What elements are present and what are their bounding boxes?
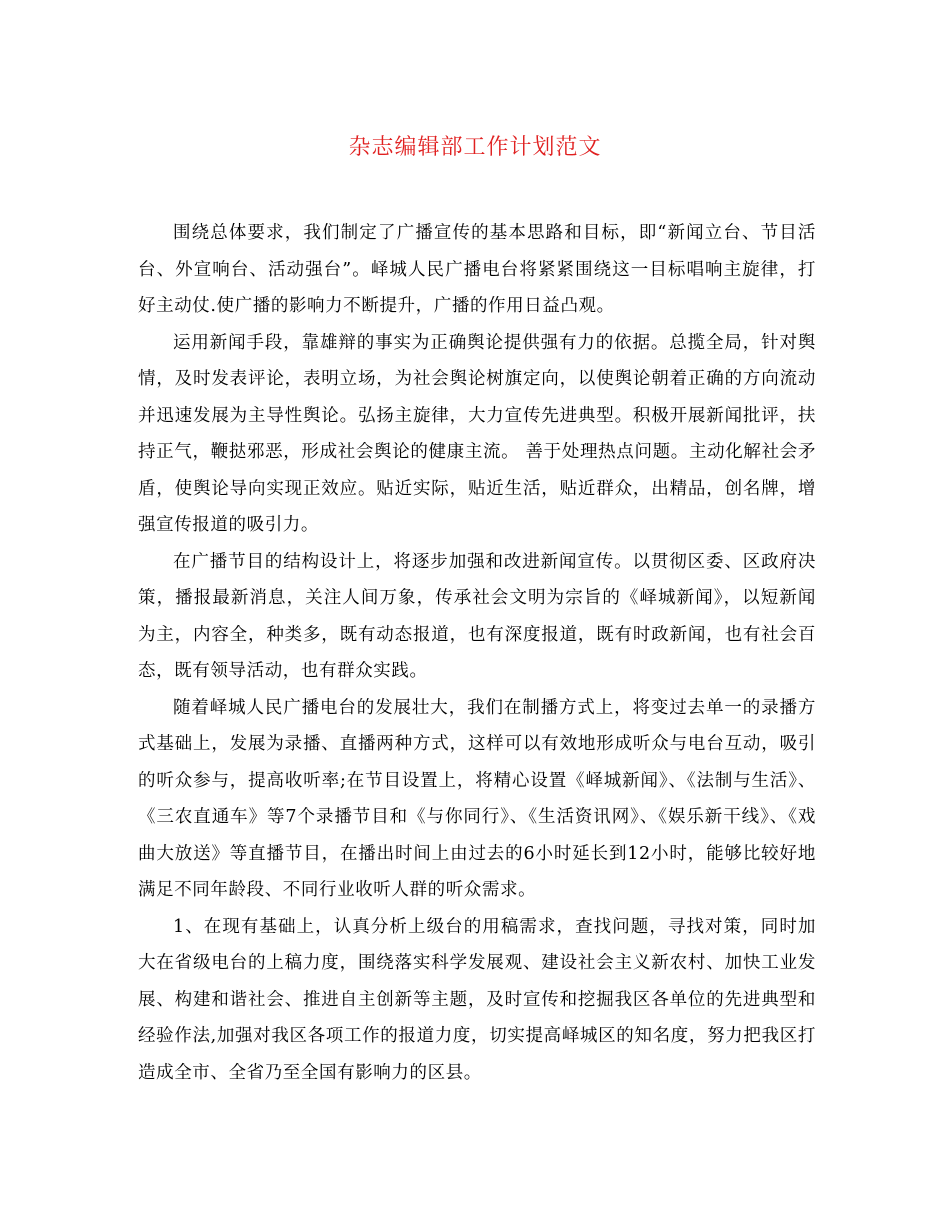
document-title: 杂志编辑部工作计划范文 [348,135,602,160]
paragraph-4: 随着峄城人民广播电台的发展壮大，我们在制播方式上，将变过去单一的录播方式基础上，发展为录播、直播两种方式，这样可以有效地形成听众与电台互动，吸引的听众参与，提高收听率;在节目设置上，将精心设置《峄城新闻》、《法制与生活》、《三农直通车》等7个录播节目和《与你同行》、《生活资讯网》、《娱乐新干线》、《戏曲大放送》等直播节目，在播出时间上由过去的6小时延长到12小时，能够比较好地满足不同年龄段、不同行业收听人群的听众需求。 [138,697,816,900]
paragraph-5: 1、在现有基础上，认真分析上级台的用稿需求，查找问题，寻找对策，同时加大在省级电台的上稿力度，围绕落实科学发展观、建设社会主义新农村、加快工业发展、构建和谐社会、推进自主创新等主题，及时宣传和挖掘我区各单位的先进典型和经验作法,加强对我区各项工作的报道力度，切实提高峄城区的知名度，努力把我区打造成全市、全省乃至全国有影响力的区县。 [138,916,816,1083]
paragraph-3: 在广播节目的结构设计上，将逐步加强和改进新闻宣传。以贯彻区委、区政府决策，播报最新消息，关注人间万象，传承社会文明为宗旨的《峄城新闻》，以短新闻为主，内容全，种类多，既有动态报道，也有深度报道，既有时政新闻，也有社会百态，既有领导活动，也有群众实践。 [138,551,816,681]
paragraph-2: 运用新闻手段，靠雄辩的事实为正确舆论提供强有力的依据。总揽全局，针对舆情，及时发表评论，表明立场，为社会舆论树旗定向，以使舆论朝着正确的方向流动并迅速发展为主导性舆论。弘扬主旋律，大力宣传先进典型。积极开展新闻批评，扶持正气，鞭挞邪恶，形成社会舆论的健康主流。 善于处理热点问题。主动化解社会矛盾，使舆论导向实现正效应。贴近实际，贴近生活，贴近群众，出精品，创名牌，增强宣传报道的吸引力。 [138,332,816,535]
document-body [138,215,816,1091]
paragraph-1: 围绕总体要求，我们制定了广播宣传的基本思路和目标，即“新闻立台、节目活台、外宣响台、活动强台”。峄城人民广播电台将紧紧围绕这一目标唱响主旋律，打好主动仗.使广播的影响力不断提升，广播的作用日益凸观。 [138,223,816,316]
